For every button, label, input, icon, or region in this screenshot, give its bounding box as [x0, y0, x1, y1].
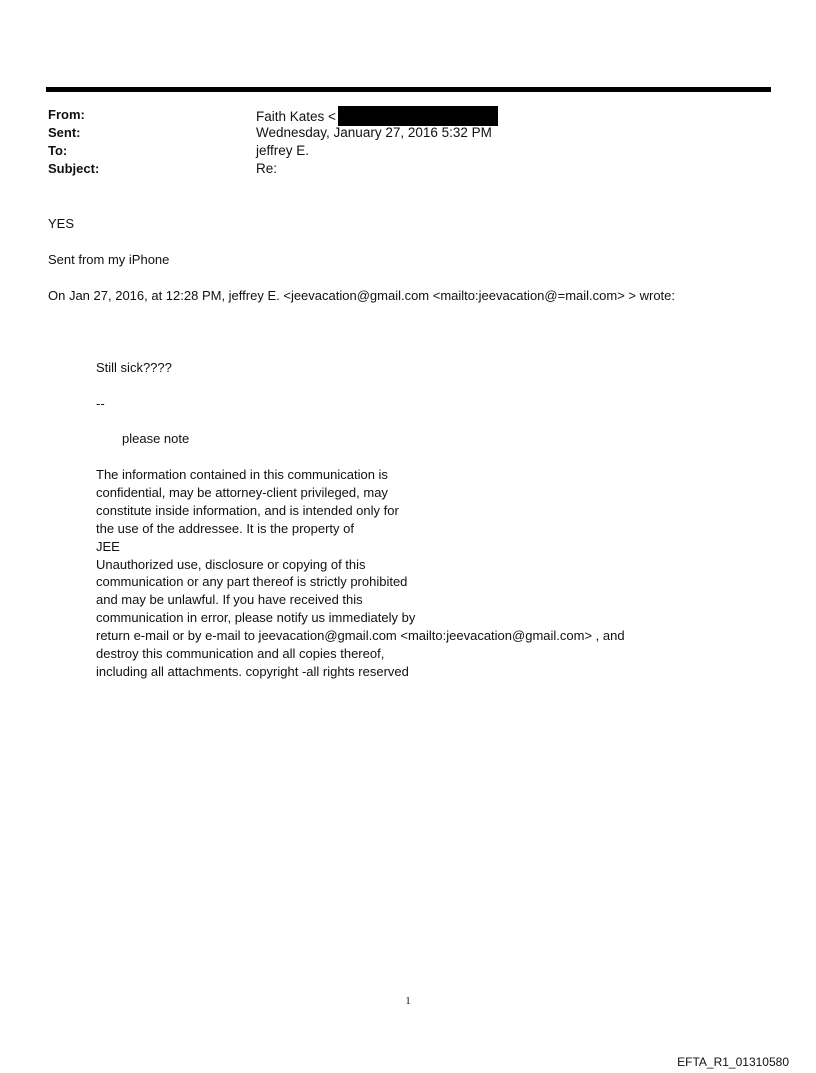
to-value: jeffrey E. — [256, 143, 310, 158]
disclaimer-line: the use of the addressee. It is the property of — [96, 520, 354, 536]
bates-number: EFTA_R1_01310580 — [677, 1055, 789, 1069]
disclaimer-line: communication or any part thereof is strictly prohibited — [96, 574, 408, 590]
page-number: 1 — [405, 995, 411, 1007]
to-label: To: — [48, 143, 68, 158]
sent-row — [48, 124, 81, 142]
to-row — [48, 142, 67, 160]
disclaimer-line: return e-mail or by e-mail to jeevacation@gmail.com <mailto:jeevacation@gmail.com> , and — [96, 628, 625, 644]
subject-label: Subject: — [48, 161, 100, 176]
disclaimer-line: and may be unlawful. If you have received this — [96, 592, 363, 608]
reply-text: YES — [48, 216, 75, 231]
from-value — [256, 106, 498, 126]
quote-intro: On Jan 27, 2016, at 12:28 PM, jeffrey E. <jeevacation@gmail.com <mailto:jeevacation@=mail.com> > wrote: — [48, 288, 676, 303]
sent-label: Sent: — [48, 125, 81, 140]
disclaimer-line: confidential, may be attorney-client privileged, may — [96, 484, 388, 500]
disclaimer — [96, 466, 625, 681]
quoted-message: Still sick???? — [96, 360, 172, 375]
header-rule — [46, 87, 771, 92]
disclaimer-line: including all attachments. copyright -all rights reserved — [96, 663, 409, 679]
from-label: From: — [48, 107, 85, 122]
disclaimer-line: JEE — [96, 538, 120, 554]
disclaimer-line: constitute inside information, and is intended only for — [96, 502, 399, 518]
subject-row — [48, 160, 99, 178]
signature-separator: -- — [96, 396, 105, 411]
from-row — [48, 106, 85, 124]
disclaimer-line: communication in error, please notify us immediately by — [96, 610, 416, 626]
disclaimer-line: The information contained in this communication is — [96, 467, 388, 482]
signature-text: Sent from my iPhone — [48, 252, 170, 267]
please-note: please note — [122, 431, 190, 446]
sent-value: Wednesday, January 27, 2016 5:32 PM — [256, 125, 492, 140]
redaction-block — [338, 106, 498, 126]
subject-value: Re: — [256, 161, 278, 176]
from-sender: Faith Kates < — [256, 109, 336, 124]
disclaimer-line: Unauthorized use, disclosure or copying of this — [96, 556, 366, 572]
disclaimer-line: destroy this communication and all copies thereof, — [96, 646, 385, 662]
